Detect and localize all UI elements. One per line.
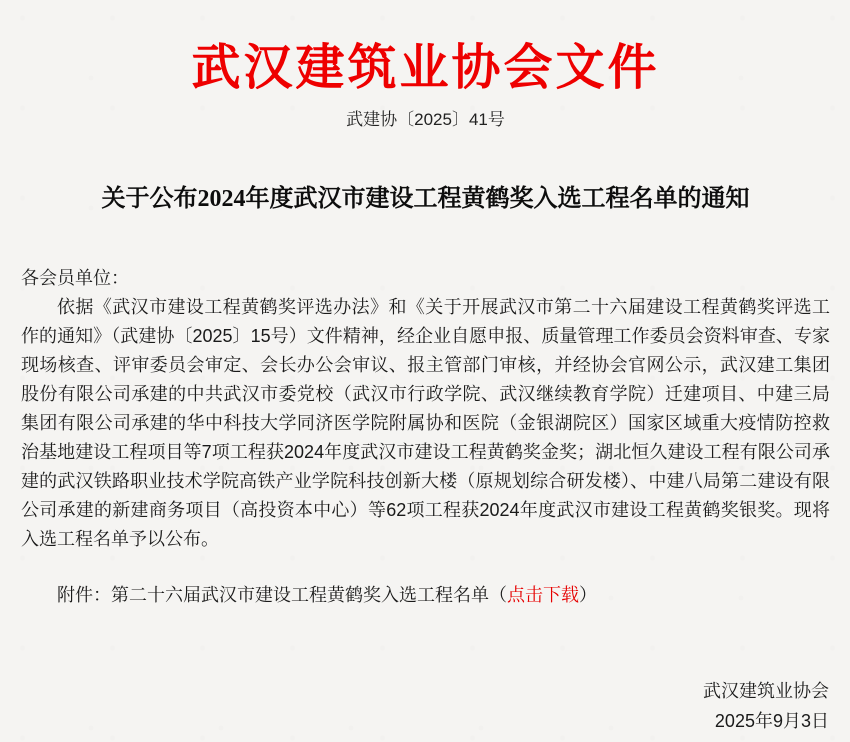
notice-body xyxy=(21,264,830,554)
attachment-line xyxy=(21,581,830,610)
attachment-download-link[interactable]: 点击下载 xyxy=(507,585,579,605)
signature-block xyxy=(21,676,830,736)
signature-org-name: 武汉建筑业协会 xyxy=(703,681,829,701)
org-document-title: 武汉建筑业协会文件 xyxy=(191,40,660,95)
attachment-label: 附件：第二十六届武汉市建设工程黄鹤奖入选工程名单（ xyxy=(57,585,507,605)
salutation: 各会员单位： xyxy=(21,268,129,288)
notice-paragraph: 依据《武汉市建设工程黄鹤奖评选办法》和《关于开展武汉市第二十六届建设工程黄鹤奖评选工作的通知》（武建协〔2025〕15号）文件精神，经企业自愿申报、质量管理工作委员会资料审查、专家现场核查、评审委员会审定、会长办公会审议、报主管部门审核，并经协会官网公示，武汉建工集团股份有限公司承建的中共武汉市委党校（武汉市行政学院、武汉继续教育学院）迁建项目、中建三局集团有限公司承建的华中科技大学同济医学院附属协和医院（金银湖院区）国家区域重大疫情防控救治基地建设工程项目等7项工程获2024年度武汉市建设工程黄鹤奖金奖；湖北恒久建设工程有限公司承建的武汉铁路职业技术学院高铁产业学院科技创新大楼（原规划综合研发楼）、中建八局第二建设有限公司承建的新建商务项目（高投资本中心）等62项工程获2024年度武汉市建设工程黄鹤奖银奖。现将入选工程名单予以公布。 xyxy=(21,297,830,549)
attachment-label-suffix: ） xyxy=(579,585,597,605)
signature-date: 2025年9月3日 xyxy=(714,711,829,731)
document-number: 武建协〔2025〕41号 xyxy=(346,110,505,129)
notice-heading: 关于公布2024年度武汉市建设工程黄鹤奖入选工程名单的通知 xyxy=(101,186,750,212)
